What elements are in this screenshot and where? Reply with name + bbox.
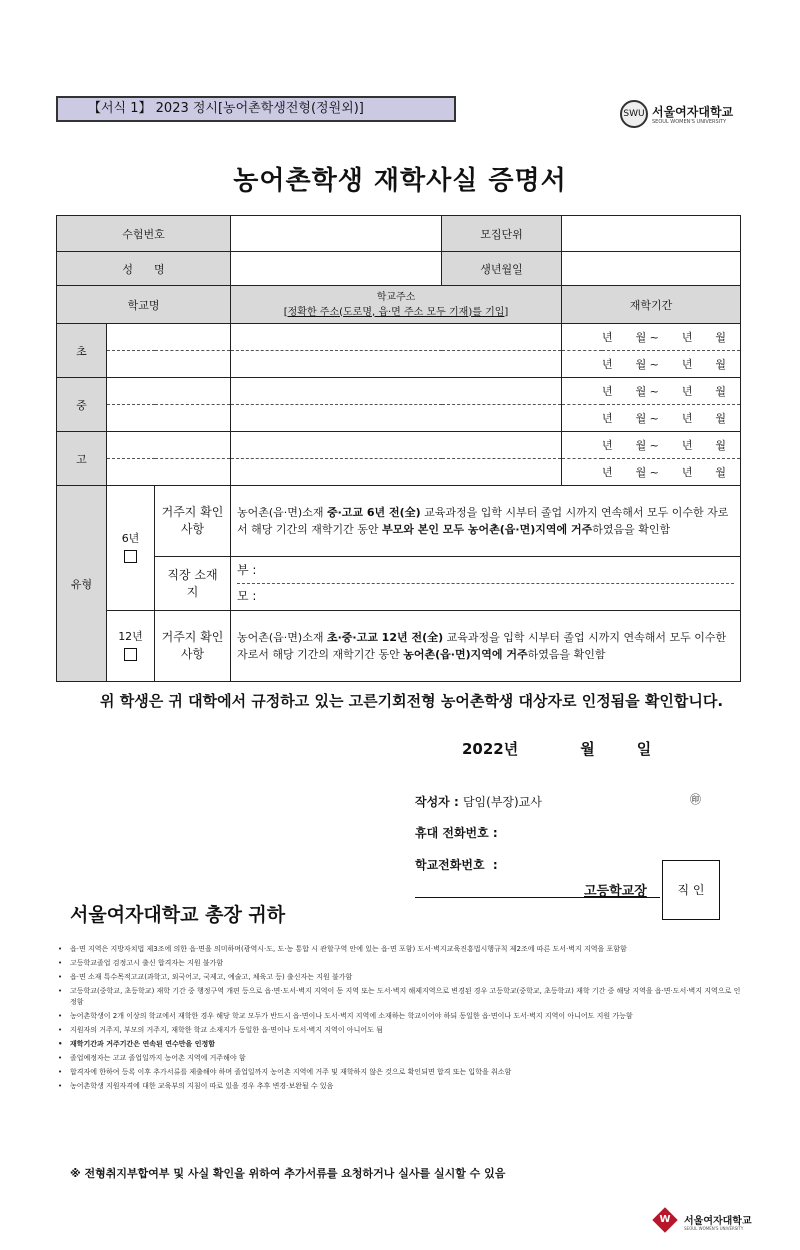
logo-mark-icon: W bbox=[652, 1207, 677, 1232]
middle-period-2[interactable]: 년 월 ~ 년 월 bbox=[562, 405, 741, 432]
birth-field[interactable] bbox=[562, 252, 741, 286]
footer-logo-name: 서울여자대학교 bbox=[684, 1216, 752, 1227]
exam-no-field[interactable] bbox=[231, 216, 442, 252]
form-tag: 【서식 1】 2023 정시[농어촌학생전형(정원외)] bbox=[56, 96, 456, 122]
note-item: • 읍·면 지역은 지방자치법 제3조에 의한 읍·면을 의미하며(광역시·도, 도·농 통합 시 관할구역 안에 있는 읍·면 포함) 도서·벽지교육진흥법시행규칙 제2조에 따른 도서·벽지 지역을 포함함 bbox=[56, 944, 746, 955]
period-label: 재학기간 bbox=[562, 286, 741, 324]
official-seal-box[interactable]: 직 인 bbox=[662, 860, 720, 920]
note-item: • 고등학교졸업 검정고시 출신 합격자는 지원 불가함 bbox=[56, 958, 746, 969]
birth-label: 생년월일 bbox=[442, 252, 562, 286]
six-year-checkbox[interactable] bbox=[124, 550, 137, 563]
school-name-label: 학교명 bbox=[57, 286, 231, 324]
date-year: 2022년 bbox=[462, 740, 519, 758]
date-month: 월 bbox=[580, 740, 595, 758]
high-period-2[interactable]: 년 월 ~ 년 월 bbox=[562, 459, 741, 486]
elem-addr-2[interactable] bbox=[231, 351, 562, 378]
elem-period-1[interactable]: 년 월 ~ 년 월 bbox=[562, 324, 741, 351]
six-year-description: 농어촌(읍·면)소재 중·고교 6년 전(全) 교육과정을 입학 시부터 졸업 시까지 연속해서 모두 이수한 자로서 해당 기간의 재학기간 동안 부모와 본인 모두 농어촌(읍·면)지역에 거주하였음을 확인함 bbox=[231, 486, 741, 557]
school-addr-header bbox=[231, 286, 562, 324]
high-period-1[interactable]: 년 월 ~ 년 월 bbox=[562, 432, 741, 459]
high-school-2[interactable] bbox=[107, 459, 231, 486]
unit-label: 모집단위 bbox=[442, 216, 562, 252]
issue-date bbox=[462, 738, 651, 759]
mobile-label: 휴대 전화번호 : bbox=[415, 826, 498, 840]
father-field[interactable]: 부 : bbox=[237, 558, 734, 584]
level-elementary: 초 bbox=[57, 324, 107, 378]
note-item: • 졸업예정자는 고교 졸업일까지 농어촌 지역에 거주해야 함 bbox=[56, 1053, 746, 1064]
writer-line bbox=[415, 793, 542, 810]
high-addr-2[interactable] bbox=[231, 459, 562, 486]
middle-addr-1[interactable] bbox=[231, 378, 562, 405]
twelve-year-checkbox[interactable] bbox=[124, 648, 137, 661]
emblem-icon: SWU bbox=[620, 100, 648, 128]
logo-name: 서울여자대학교 bbox=[652, 105, 734, 119]
middle-school-1[interactable] bbox=[107, 378, 231, 405]
six-year-label: 6년 bbox=[121, 532, 140, 545]
twelve-year-label: 12년 bbox=[118, 630, 143, 643]
middle-addr-2[interactable] bbox=[231, 405, 562, 432]
elem-addr-1[interactable] bbox=[231, 324, 562, 351]
level-middle: 중 bbox=[57, 378, 107, 432]
notes-list bbox=[56, 944, 746, 1095]
school-addr-note: [정확한 주소(도로명, 읍·면 주소 모두 기재)를 기입] bbox=[283, 306, 509, 318]
middle-period-1[interactable]: 년 월 ~ 년 월 bbox=[562, 378, 741, 405]
signature-line bbox=[415, 897, 660, 898]
exam-no-label: 수험번호 bbox=[57, 216, 231, 252]
seal-mark: ㊞ bbox=[690, 793, 701, 806]
school-addr-label: 학교주소 bbox=[376, 291, 416, 303]
mother-field[interactable]: 모 : bbox=[237, 589, 257, 603]
high-addr-1[interactable] bbox=[231, 432, 562, 459]
level-high: 고 bbox=[57, 432, 107, 486]
elem-period-2[interactable]: 년 월 ~ 년 월 bbox=[562, 351, 741, 378]
twelve-residence-label: 거주지 확인 사항 bbox=[155, 611, 231, 682]
elem-school-2[interactable] bbox=[107, 351, 231, 378]
university-logo bbox=[620, 100, 750, 130]
writer-label: 작성자 : bbox=[415, 795, 459, 809]
footer-logo bbox=[656, 1207, 756, 1237]
note-item: • 읍·면 소재 특수목적고교(과학고, 외국어고, 국제고, 예술고, 체육고 등) 출신자는 지원 불가함 bbox=[56, 972, 746, 983]
note-item: • 지원자의 거주지, 부모의 거주지, 재학한 학교 소재지가 동일한 읍·면이나 도서·벽지 지역이 아니어도 됨 bbox=[56, 1025, 746, 1036]
note-item: • 합격자에 한하여 등록 이후 추가서류를 제출해야 하며 졸업일까지 농어촌 지역에 거주 및 재학하지 않은 것으로 확인되면 합격 또는 입학을 취소함 bbox=[56, 1067, 746, 1078]
writer-value: 담임(부장)교사 bbox=[462, 795, 542, 809]
logo-english: SEOUL WOMEN'S UNIVERSITY bbox=[652, 119, 727, 125]
workplace-fields[interactable] bbox=[231, 557, 741, 611]
school-tel-label: 학교전화번호 : bbox=[415, 858, 498, 872]
workplace-label: 직장 소재지 bbox=[155, 557, 231, 611]
name-label: 성 명 bbox=[57, 252, 231, 286]
date-day: 일 bbox=[636, 740, 652, 758]
six-residence-label: 거주지 확인 사항 bbox=[155, 486, 231, 557]
note-item: • 농어촌학생 지원자격에 대한 교육부의 지침이 따로 있을 경우 추후 변경·보완될 수 있음 bbox=[56, 1081, 746, 1092]
elem-school-1[interactable] bbox=[107, 324, 231, 351]
note-item: • 고등학교(중학교, 초등학교) 재학 기간 중 행정구역 개편 등으로 읍·면·도서·벽지 지역이 동 지역 또는 도서·벽지 해제지역으로 변경된 경우 고등학교(중학교, 초등학교) 재학 기간 중 해당 지역을 읍·면·도서·벽지 지역으로 인정함 bbox=[56, 986, 746, 1008]
page-title: 농어촌학생 재학사실 증명서 bbox=[233, 166, 567, 196]
type-label: 유형 bbox=[57, 486, 107, 682]
unit-field[interactable] bbox=[562, 216, 741, 252]
note-item: • 농어촌학생이 2개 이상의 학교에서 재학한 경우 해당 학교 모두가 반드시 읍·면이나 도서·벽지 지역에 소재하는 학교이어야 하되 동일한 읍·면이나 도서·벽지 지역이 아니어도 지원 가능함 bbox=[56, 1011, 746, 1022]
six-year-option[interactable] bbox=[107, 486, 155, 611]
note-item: • 재학기간과 거주기간은 연속된 연수만을 인정함 bbox=[56, 1039, 746, 1050]
high-school-1[interactable] bbox=[107, 432, 231, 459]
certificate-table bbox=[56, 215, 741, 682]
middle-school-2[interactable] bbox=[107, 405, 231, 432]
twelve-year-option[interactable] bbox=[107, 611, 155, 682]
notice-text: ※ 전형취지부합여부 및 사실 확인을 위하여 추가서류를 요청하거나 실사를 실시할 수 있음 bbox=[70, 1167, 506, 1180]
addressee: 서울여자대학교 총장 귀하 bbox=[70, 904, 286, 926]
footer-logo-english: SEOUL WOMEN'S UNIVERSITY bbox=[684, 1226, 744, 1231]
principal-title: 고등학교장 bbox=[584, 884, 647, 899]
twelve-year-description: 농어촌(읍·면)소재 초·중·고교 12년 전(全) 교육과정을 입학 시부터 졸업 시까지 연속해서 모두 이수한 자로서 해당 기간의 재학기간 동안 농어촌(읍·면)지역에 거주하였음을 확인함 bbox=[231, 611, 741, 682]
confirmation-statement: 위 학생은 귀 대학에서 규정하고 있는 고른기회전형 농어촌학생 대상자로 인정됨을 확인합니다. bbox=[100, 692, 724, 710]
name-field[interactable] bbox=[231, 252, 442, 286]
